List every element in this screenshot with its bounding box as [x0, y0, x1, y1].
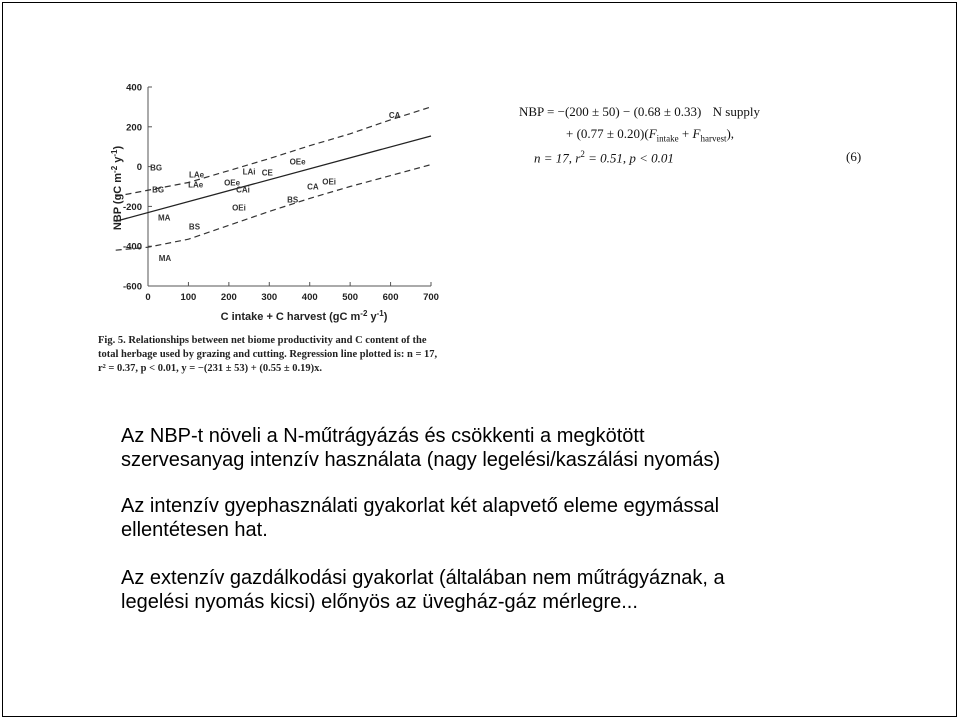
data-points — [150, 111, 401, 263]
data-point-label: BG — [150, 163, 163, 173]
y-tick-label: -400 — [122, 241, 142, 253]
x-tick-label: 0 — [145, 292, 151, 303]
y-axis-label — [110, 145, 124, 230]
equation-sub-harvest: harvest — [700, 133, 727, 144]
y-tick-label: -600 — [122, 281, 142, 293]
lower-confidence-band — [116, 165, 431, 251]
data-point-label: OEi — [322, 177, 337, 187]
paragraph-2-line-1: Az intenzív gyephasználati gyakorlat két alapvető eleme egymással — [121, 495, 720, 517]
paragraph-2 — [121, 494, 719, 542]
x-tick-label: 300 — [261, 292, 278, 303]
upper-confidence-band — [116, 107, 431, 196]
data-point-label: CA — [307, 182, 319, 192]
equation-stats-rest: = 0.51, p < 0.01 — [584, 150, 674, 166]
data-point-label: CAi — [236, 185, 250, 195]
paragraph-3-line-1: Az extenzív gazdálkodási gyakorlat (általában nem műtrágyáznak, a — [121, 567, 725, 589]
x-tick-label: 500 — [342, 292, 359, 303]
data-point-label: BS — [188, 222, 201, 232]
caption-line-1: Fig. 5. Relationships between net biome productivity and C content of the — [98, 335, 427, 346]
figure-caption — [98, 334, 453, 376]
paragraph-1 — [121, 424, 720, 472]
data-point-label: LAi — [242, 167, 256, 177]
data-point-label: OEe — [289, 157, 306, 167]
x-label-mid: y — [367, 311, 377, 323]
data-point-label: OEe — [224, 178, 241, 188]
equation-stats: n = 17, r — [534, 150, 581, 166]
equation-coef: + (0.77 ± 0.20)( — [566, 126, 649, 141]
equation-lhs: NBP = −(200 ± 50) − (0.68 ± 0.33) — [519, 104, 702, 119]
paragraph-3-line-2: legelési nyomás kicsi) előnyös az üvegház-gáz mérlegre... — [121, 591, 638, 613]
x-label-text: C intake + C harvest (gC m — [220, 311, 361, 323]
x-tick-label: 400 — [301, 292, 318, 303]
equation-close: ), — [726, 126, 735, 141]
y-tick-label: 0 — [136, 162, 142, 174]
x-label-exp2: -1 — [376, 309, 384, 318]
y-label-exp: -2 — [110, 165, 119, 173]
paragraph-3 — [121, 566, 725, 614]
y-label-text: NBP (gC m — [112, 172, 124, 231]
equation-number: (6) — [846, 149, 862, 164]
x-label-end: ) — [383, 311, 388, 323]
data-point-label: CE — [261, 168, 273, 178]
x-tick-label: 700 — [423, 292, 439, 303]
y-tick-label: 400 — [126, 82, 142, 94]
caption-line-2: total herbage used by grazing and cutting. Regression line plotted is: n = 17, — [98, 349, 438, 360]
regression-line — [116, 136, 431, 221]
y-label-mid: y — [112, 156, 124, 166]
equation-plus: + — [678, 126, 693, 141]
equation-n-supply: N supply — [712, 104, 760, 119]
data-point-label: LAe — [188, 180, 204, 190]
regression-line-path — [116, 136, 431, 221]
x-tick-label: 100 — [180, 292, 197, 303]
data-point-label: CA — [388, 110, 401, 120]
equation-line-2 — [566, 126, 734, 144]
paragraph-1-line-1: Az NBP-t növeli a N-műtrágyázás és csökkenti a megkötött — [121, 425, 645, 447]
x-axis-label — [221, 309, 388, 323]
paragraph-1-line-2: szervesanyag intenzív használata (nagy legelési/kaszálási nyomás) — [121, 449, 721, 471]
paragraph-2-line-2: ellentétesen hat. — [121, 519, 268, 541]
equation-sub-intake: intake — [656, 133, 679, 144]
data-point-label: MA — [158, 254, 172, 264]
equation-line-1 — [519, 104, 760, 120]
equation-r2-exp: 2 — [580, 149, 585, 159]
x-tick-label: 600 — [382, 292, 399, 303]
data-point-label: MA — [157, 213, 171, 223]
y-label-end: ) — [112, 145, 124, 150]
y-label-exp2: -1 — [110, 149, 119, 157]
equation-f-harvest: F — [692, 126, 701, 141]
y-tick-label: -200 — [122, 201, 142, 213]
data-point-label: BS — [287, 195, 299, 205]
equation-f-intake: F — [648, 126, 657, 141]
data-point-label: LAe — [188, 170, 205, 180]
equation-line-3 — [534, 149, 674, 166]
x-label-exp: -2 — [360, 309, 368, 318]
x-tick-label: 200 — [220, 292, 237, 303]
data-point-label: OEi — [232, 203, 246, 213]
y-tick-label: 200 — [126, 122, 142, 134]
caption-line-3: r² = 0.37, p < 0.01, y = −(231 ± 53) + (0.55 ± 0.19)x. — [98, 363, 322, 374]
data-point-label: BG — [152, 185, 165, 195]
